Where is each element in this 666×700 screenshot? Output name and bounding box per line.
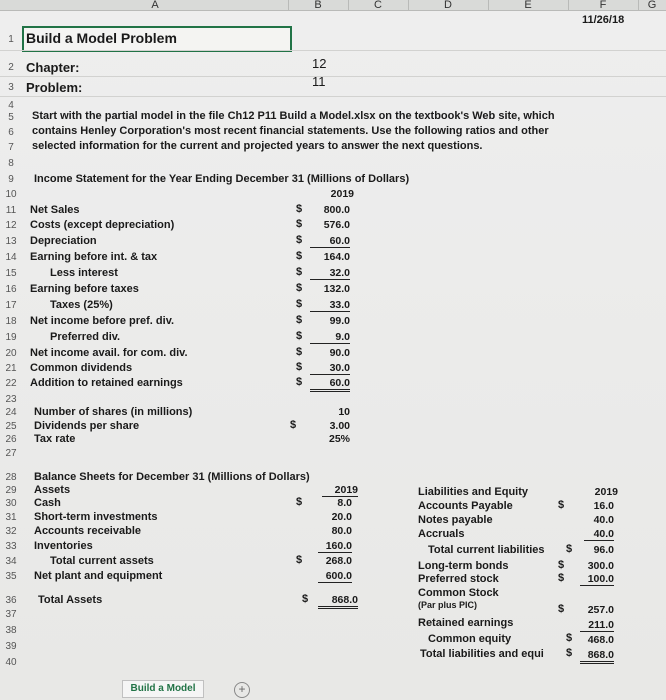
dollar-sign: $ [296,282,303,294]
dollar-sign: $ [296,266,303,278]
income-row-value[interactable]: 33.0 [310,299,350,312]
column-a-header[interactable]: A [22,0,289,10]
dollar-sign: $ [296,346,303,358]
tax-rate-label[interactable]: Tax rate [34,433,76,445]
liability-row-value[interactable]: 40.0 [593,514,614,526]
asset-row-label[interactable]: Total current assets [50,555,154,567]
income-row-label[interactable]: Net Sales [30,204,80,216]
dollar-sign: $ [296,314,303,326]
liabilities-year[interactable]: 2019 [594,486,618,498]
column-g-header[interactable]: G [638,0,666,10]
income-row-value[interactable]: 99.0 [329,315,350,327]
row-number: 8 [8,158,14,169]
row-number: 28 [5,472,17,483]
dollar-sign: $ [290,419,297,431]
problem-label[interactable]: Problem: [26,80,83,95]
income-row-label[interactable]: Depreciation [30,235,97,247]
dollar-sign: $ [558,603,565,615]
row-number: 36 [5,595,17,606]
asset-row-value[interactable]: 600.0 [318,570,352,583]
row-number: 2 [8,62,14,73]
retained-earnings-label[interactable]: Retained earnings [418,617,514,629]
dollar-sign: $ [566,647,573,659]
total-assets-label[interactable]: Total Assets [38,594,103,606]
title-cell[interactable]: Build a Model Problem [26,30,177,46]
liability-row-label[interactable]: Accruals [418,528,465,540]
income-row-value[interactable]: 9.0 [310,331,350,344]
income-row-label[interactable]: Taxes (25%) [50,299,113,311]
asset-row-value[interactable]: 268.0 [325,555,352,567]
income-row-value[interactable]: 90.0 [329,347,350,359]
column-header-bar [0,0,666,11]
asset-row-label[interactable]: Net plant and equipment [34,570,163,582]
common-stock-label[interactable]: Common Stock [418,587,499,599]
row-number: 17 [5,300,17,311]
column-e-header[interactable]: E [488,0,569,10]
dollar-sign: $ [296,298,303,310]
chapter-value[interactable]: 12 [312,56,327,71]
income-row-value[interactable]: 132.0 [323,283,350,295]
row-number: 32 [5,526,17,537]
row-number: 34 [5,556,17,567]
row-number: 3 [8,82,14,93]
total-liabilities-label[interactable]: Total liabilities and equi [420,648,544,660]
income-row-label[interactable]: Addition to retained earnings [30,377,183,389]
gridline [0,96,666,97]
total-liabilities-value[interactable]: 868.0 [580,649,614,664]
asset-row-value[interactable]: 8.0 [337,497,352,509]
row-number: 24 [5,407,17,418]
income-row-label[interactable]: Preferred div. [50,331,121,343]
row-number: 37 [5,609,17,620]
income-row-value[interactable]: 32.0 [310,267,350,280]
row-number: 9 [8,174,14,185]
retained-earnings-value[interactable]: 211.0 [580,619,614,632]
add-sheet-icon[interactable]: + [234,682,250,698]
dollar-sign: $ [302,593,309,605]
common-equity-label[interactable]: Common equity [428,633,512,645]
dollar-sign: $ [296,234,303,246]
asset-row-value[interactable]: 80.0 [331,525,352,537]
row-number: 29 [5,485,17,496]
dollar-sign: $ [296,218,303,230]
intro-line-2[interactable]: contains Henley Corporation's most recent financial statements. Use the following ratios and other [32,125,549,137]
dollar-sign: $ [296,376,303,388]
row-number: 13 [5,236,17,247]
income-row-value[interactable]: 60.0 [310,235,350,248]
income-row-value[interactable]: 60.0 [310,377,350,392]
gridline [0,50,666,51]
row-number: 5 [8,112,14,123]
income-row-label[interactable]: Earning before taxes [30,283,139,295]
common-stock-value[interactable]: 257.0 [587,604,614,616]
problem-value[interactable]: 11 [312,74,326,89]
income-row-label[interactable]: Net income before pref. div. [30,315,175,327]
shares-value[interactable]: 10 [338,406,350,418]
income-statement-title[interactable]: Income Statement for the Year Ending December 31 (Millions of Dollars) [34,173,410,185]
liability-row-value[interactable]: 16.0 [593,500,614,512]
dollar-sign: $ [296,496,303,508]
row-number: 15 [5,268,17,279]
date-cell[interactable]: 11/26/18 [582,14,625,26]
assets-label[interactable]: Assets [34,484,71,496]
row-number: 12 [5,220,17,231]
asset-row-label[interactable]: Inventories [34,540,93,552]
row-number: 40 [5,657,17,668]
asset-row-label[interactable]: Cash [34,497,61,509]
row-number: 4 [8,100,14,111]
liability-row-value[interactable]: 300.0 [587,560,614,572]
dollar-sign: $ [558,499,565,511]
row-number: 22 [5,378,17,389]
asset-row-value[interactable]: 160.0 [318,540,352,553]
row-number: 7 [8,142,14,153]
row-number: 38 [5,625,17,636]
income-row-value[interactable]: 576.0 [323,219,350,231]
dollar-sign: $ [566,632,573,644]
row-number: 18 [5,316,17,327]
intro-line-1[interactable]: Start with the partial model in the file Ch12 P11 Build a Model.xlsx on the textbook's Web site, which [32,110,555,122]
income-row-label[interactable]: Net income avail. for com. div. [30,347,188,359]
balance-sheet-title[interactable]: Balance Sheets for December 31 (Millions of Dollars) [34,471,310,483]
income-row-label[interactable]: Less interest [50,267,118,279]
liability-row-label[interactable]: Accounts Payable [418,500,513,512]
income-row-value[interactable]: 30.0 [310,362,350,375]
asset-row-label[interactable]: Short-term investments [34,511,158,523]
row-number: 35 [5,571,17,582]
dollar-sign: $ [296,203,303,215]
total-assets-value[interactable]: 868.0 [318,594,358,609]
shares-label[interactable]: Number of shares (in millions) [34,406,193,418]
asset-row-label[interactable]: Accounts receivable [34,525,141,537]
tax-rate-value[interactable]: 25% [328,433,350,445]
column-f-header[interactable]: F [568,0,639,10]
income-row-label[interactable]: Common dividends [30,362,133,374]
row-number: 27 [5,448,17,459]
income-row-label[interactable]: Costs (except depreciation) [30,219,175,231]
row-number: 21 [5,363,17,374]
dollar-sign: $ [566,543,573,555]
dollar-sign: $ [296,250,303,262]
dollar-sign: $ [558,572,565,584]
dollar-sign: $ [296,554,303,566]
liability-row-value[interactable]: 96.0 [593,544,614,556]
assets-year[interactable]: 2019 [322,484,358,497]
liability-row-value[interactable]: 40.0 [584,528,614,541]
row-number: 20 [5,348,17,359]
row-number: 26 [5,434,17,445]
row-number: 19 [5,332,17,343]
dps-value[interactable]: 3.00 [329,420,350,432]
row-number: 14 [5,252,17,263]
gridline [0,76,666,77]
row-number: 1 [8,34,14,45]
asset-row-value[interactable]: 20.0 [331,511,352,523]
intro-line-3[interactable]: selected information for the current and projected years to answer the next questions. [32,140,483,152]
dps-label[interactable]: Dividends per share [34,420,140,432]
liability-row-label[interactable]: Preferred stock [418,573,499,585]
dollar-sign: $ [296,361,303,373]
row-number: 23 [5,394,17,405]
column-d-header[interactable]: D [408,0,489,10]
liability-row-label[interactable]: Notes payable [418,514,493,526]
dollar-sign: $ [558,559,565,571]
row-number: 6 [8,127,14,138]
income-year[interactable]: 2019 [330,188,354,200]
income-row-value[interactable]: 164.0 [323,251,350,263]
column-c-header[interactable]: C [348,0,409,10]
liability-row-value[interactable]: 100.0 [580,573,614,586]
row-number: 30 [5,498,17,509]
chapter-label[interactable]: Chapter: [26,60,80,75]
income-row-label[interactable]: Earning before int. & tax [30,251,158,263]
row-number: 10 [5,189,17,200]
common-equity-value[interactable]: 468.0 [587,634,614,646]
liability-row-label[interactable]: Total current liabilities [428,544,545,556]
sheet-tab-build-a-model[interactable]: Build a Model [122,680,204,698]
liabilities-title[interactable]: Liabilities and Equity [418,486,529,498]
liability-row-label[interactable]: Long-term bonds [418,560,509,572]
row-number: 16 [5,284,17,295]
column-b-header[interactable]: B [288,0,349,10]
row-number: 33 [5,541,17,552]
dollar-sign: $ [296,330,303,342]
row-number: 31 [5,512,17,523]
common-stock-sub[interactable]: (Par plus PIC) [418,600,478,610]
row-number: 11 [5,205,17,216]
income-row-value[interactable]: 800.0 [323,204,350,216]
row-number: 25 [5,421,17,432]
row-number: 39 [5,641,17,652]
